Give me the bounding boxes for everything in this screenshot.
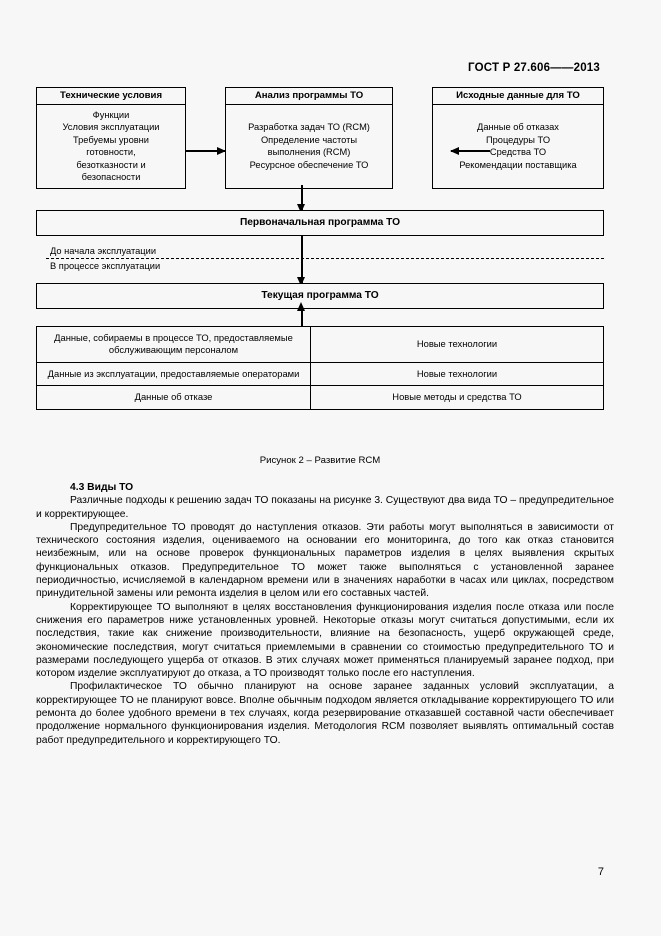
phase-divider — [46, 258, 604, 259]
table-cell-left: Данные из эксплуатации, предоставляемые операторами — [37, 362, 311, 385]
box-technical-conditions-title: Технические условия — [37, 88, 185, 105]
table-cell-left: Данные, собираемы в процессе ТО, предоставляемые обслуживающим персоналом — [37, 327, 311, 363]
arrow-left-icon — [451, 150, 490, 152]
figure-top-row — [36, 87, 604, 189]
box-initial-maintenance-program: Первоначальная программа ТО — [36, 210, 604, 236]
paragraph: Различные подходы к решению задач ТО показаны на рисунке 3. Существуют два вида ТО – предупредительное и корректирующее. — [36, 495, 614, 520]
phase-label-before-operation: До начала эксплуатации — [50, 246, 157, 256]
figure-2-rcm-development — [36, 87, 604, 466]
arrow-right-icon — [186, 150, 225, 152]
box-line: готовности, — [86, 147, 136, 158]
box-source-data-title: Исходные данные для ТО — [433, 88, 603, 105]
table-cell-right: Новые методы и средства ТО — [310, 386, 603, 409]
page-number: 7 — [597, 866, 604, 878]
figure-caption: Рисунок 2 – Развитие RCM — [259, 455, 381, 466]
box-technical-conditions — [36, 87, 186, 189]
arrow-up-icon — [297, 302, 305, 311]
table-cell-right: Новые технологии — [310, 327, 603, 363]
paragraph: Предупредительное ТО проводят до наступления отказов. Эти работы могут выполняться в зависимости от технического состояния изделия, оцениваемого на основании его мониторинга, до того как отказ становится неизбежным, или на основе проверок функциональных параметров изделия в целях выявления скрытых функциональных отказов. Предупредительное ТО может также выполняться с установленной заранее периодичностью, исчисляемой в календарном времени или в значениях наработки в часах или циклах, посредством принудительной замены или ремонта изделия в целом или его составных частей. — [36, 521, 614, 600]
box-line: Ресурсное обеспечение ТО — [249, 159, 369, 170]
section-body — [36, 481, 614, 747]
box-maintenance-program-analysis-title: Анализ программы ТО — [226, 88, 392, 105]
box-source-data — [432, 87, 604, 189]
box-line: безопасности — [81, 172, 141, 183]
box-line: Данные об отказах — [477, 122, 559, 133]
box-maintenance-program-analysis-body — [226, 105, 392, 188]
box-line: Условия эксплуатации — [62, 122, 160, 133]
table-cell-right: Новые технологии — [310, 362, 603, 385]
box-line: Требуемы уровни — [72, 134, 150, 145]
table-row — [37, 362, 604, 385]
box-maintenance-program-analysis — [225, 87, 393, 189]
box-line: Функции — [92, 110, 130, 120]
box-current-maintenance-program: Текущая программа ТО — [36, 283, 604, 309]
box-technical-conditions-body — [37, 105, 185, 188]
paragraph: Корректирующее ТО выполняют в целях восстановления функционирования изделия после отказа или после снижения его параметров ниже установленных уровней. Некоторые отказы могут считаться допустимыми, если их последствия, такие как снижение производительности, влияние на безопасность, ущерб окружающей среде, экономические последствия, могут считаться приемлемыми в сравнении со стоимостью предупредительного ТО и размерами последующего ущерба от отказов. В этих случаях может применяться планируемый заранее подход, при котором изделие эксплуатируют до отказа, а ТО производят только после его наступления. — [36, 601, 614, 680]
document-header-standard-id: ГОСТ Р 27.606——2013 — [468, 62, 600, 74]
table-cell-left: Данные об отказе — [37, 386, 311, 409]
box-line: Средства ТО — [489, 147, 547, 158]
feedback-table — [36, 326, 604, 410]
box-line: Рекомендации поставщика — [459, 159, 577, 170]
section-heading-4-3: 4.3 Виды ТО — [70, 482, 134, 493]
phase-label-during-operation: В процессе эксплуатации — [50, 261, 161, 271]
box-line: Определение частоты — [260, 134, 358, 145]
box-line: выполнения (RCM) — [267, 147, 351, 158]
table-row — [37, 327, 604, 363]
box-line: Процедуры ТО — [485, 134, 551, 145]
box-line: Разработка задач ТО (RCM) — [248, 122, 370, 133]
box-line: безотказности и — [76, 159, 146, 170]
paragraph: Профилактическое ТО обычно планируют на основе заранее заданных условий эксплуатации, а корректирующее ТО не планируют вовсе. Вполне обычным подходом является откладывание корректирующего ТО или ремонта до более удобного времени в тех случаях, когда резервирование отказавшей составной части обеспечивает продолжение нормального функционирования изделия. Методология RCM позволяет выявлять оптимальный состав работ предупредительного и корректирующего ТО. — [36, 681, 614, 746]
table-row — [37, 386, 604, 409]
